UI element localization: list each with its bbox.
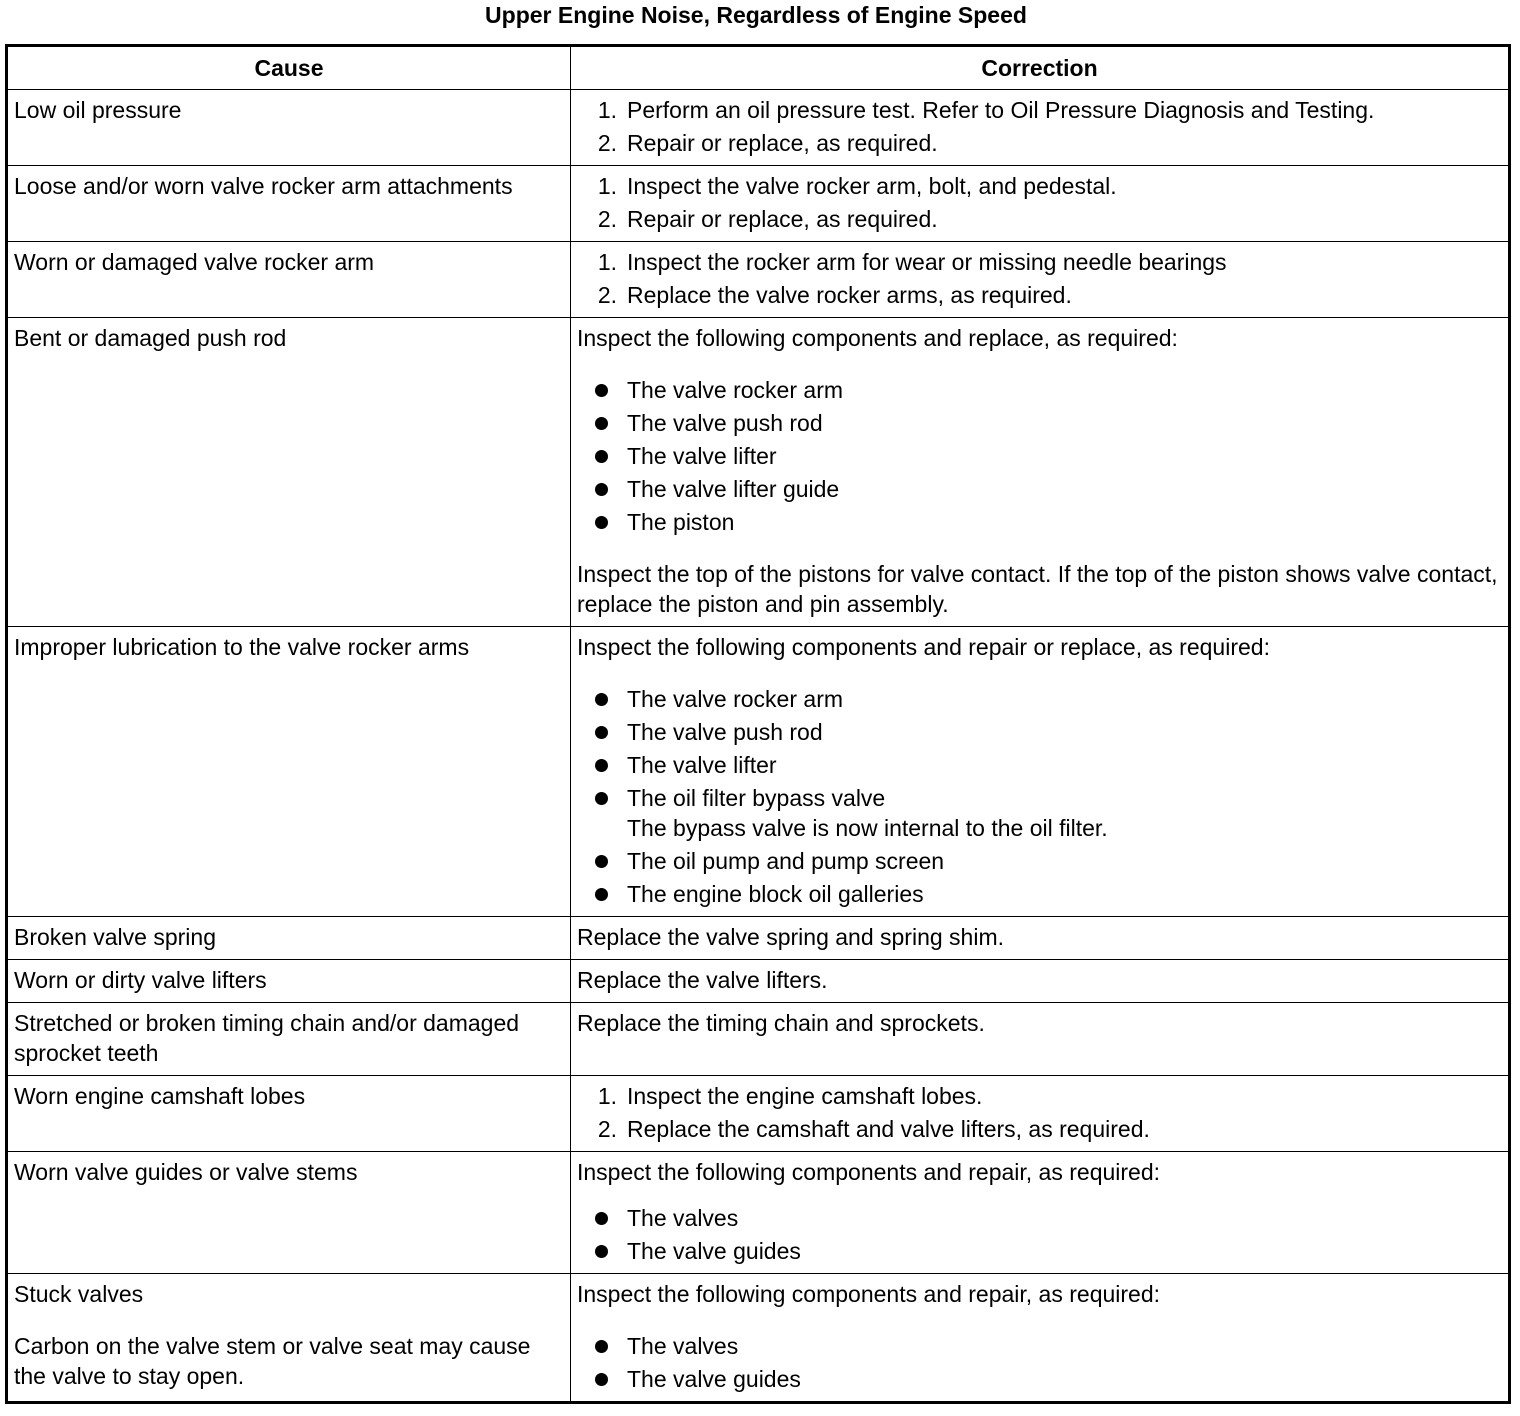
correction-intro: Inspect the following components and repair, as required: <box>577 1281 1161 1307</box>
list-item <box>577 507 1502 537</box>
cause-cell: Loose and/or worn valve rocker arm attachments <box>7 166 571 242</box>
list-item <box>577 474 1502 504</box>
correction-column-header: Correction <box>571 46 1510 90</box>
bullet-icon <box>577 1364 627 1394</box>
table-row <box>7 917 1510 960</box>
list-item-text: The oil filter bypass valve <box>627 785 886 811</box>
cause-cell: Low oil pressure <box>7 90 571 166</box>
correction-intro: Inspect the following components and replace, as required: <box>577 325 1178 351</box>
table-header-row <box>7 46 1510 90</box>
correction-cell <box>571 318 1510 627</box>
numbered-steps <box>577 1081 1502 1144</box>
list-item-text: The valve push rod <box>627 410 823 436</box>
cause-cell: Worn or damaged valve rocker arm <box>7 242 571 318</box>
list-item <box>577 879 1502 909</box>
bullet-icon <box>577 1236 627 1266</box>
table-row <box>7 1152 1510 1274</box>
correction-cell <box>571 166 1510 242</box>
list-item-text: The valve guides <box>627 1238 801 1264</box>
step-number: 2. <box>597 282 617 308</box>
list-item-text: The valve lifter guide <box>627 476 840 502</box>
cause-cell: Worn engine camshaft lobes <box>7 1076 571 1152</box>
step-number: 2. <box>597 130 617 156</box>
correction-cell <box>571 1152 1510 1274</box>
table-row <box>7 1274 1510 1403</box>
correction-cell: Replace the valve lifters. <box>571 960 1510 1003</box>
numbered-steps <box>577 247 1502 310</box>
cause-cell: Bent or damaged push rod <box>7 318 571 627</box>
cause-cell: Improper lubrication to the valve rocker arms <box>7 627 571 917</box>
page-title: Upper Engine Noise, Regardless of Engine Speed <box>485 2 1027 28</box>
step-item <box>577 128 1502 158</box>
step-text: Inspect the valve rocker arm, bolt, and pedestal. <box>627 173 1117 199</box>
correction-cell <box>571 1274 1510 1403</box>
component-list <box>577 375 1502 537</box>
step-number: 1. <box>597 1083 617 1109</box>
list-item <box>577 717 1502 747</box>
step-text: Inspect the rocker arm for wear or missing needle bearings <box>627 249 1227 275</box>
component-list <box>577 1203 1502 1266</box>
list-item-text: The valve guides <box>627 1366 801 1392</box>
list-item-text: The valve rocker arm <box>627 686 844 712</box>
table-row <box>7 318 1510 627</box>
step-item <box>577 95 1502 125</box>
bullet-icon <box>577 507 627 537</box>
step-number: 1. <box>597 173 617 199</box>
correction-cell <box>571 242 1510 318</box>
bullet-icon <box>577 684 627 714</box>
list-item-text: The piston <box>627 509 735 535</box>
correction-cell: Replace the timing chain and sprockets. <box>571 1003 1510 1076</box>
bullet-icon <box>577 717 627 747</box>
correction-intro: Inspect the following components and repair or replace, as required: <box>577 634 1270 660</box>
cause-cell: Broken valve spring <box>7 917 571 960</box>
cause-text: Stuck valves <box>14 1281 144 1307</box>
numbered-steps <box>577 95 1502 158</box>
step-item <box>577 1081 1502 1111</box>
table-row <box>7 1003 1510 1076</box>
step-text: Perform an oil pressure test. Refer to Oil Pressure Diagnosis and Testing. <box>627 97 1375 123</box>
correction-outro: Inspect the top of the pistons for valve contact. If the top of the piston shows valve contact, replace the piston and pin assembly. <box>577 561 1498 617</box>
bullet-icon <box>577 750 627 780</box>
correction-cell <box>571 90 1510 166</box>
step-text: Replace the valve rocker arms, as required. <box>627 282 1072 308</box>
step-text: Repair or replace, as required. <box>627 206 938 232</box>
bullet-icon <box>577 783 627 843</box>
step-item <box>577 171 1502 201</box>
table-row <box>7 627 1510 917</box>
step-text: Replace the camshaft and valve lifters, as required. <box>627 1116 1150 1142</box>
list-item-text: The valve push rod <box>627 719 823 745</box>
cause-column-header: Cause <box>7 46 571 90</box>
list-item <box>577 783 1502 843</box>
table-row <box>7 1076 1510 1152</box>
list-item-text: The engine block oil galleries <box>627 881 924 907</box>
correction-cell <box>571 1076 1510 1152</box>
list-item-text: The valve rocker arm <box>627 377 844 403</box>
bullet-icon <box>577 441 627 471</box>
correction-cell: Replace the valve spring and spring shim. <box>571 917 1510 960</box>
step-item <box>577 1114 1502 1144</box>
step-number: 2. <box>597 206 617 232</box>
list-item <box>577 1331 1502 1361</box>
list-item <box>577 684 1502 714</box>
step-item <box>577 247 1502 277</box>
list-item <box>577 1364 1502 1394</box>
list-item-text: The valves <box>627 1333 739 1359</box>
cause-cell: Worn or dirty valve lifters <box>7 960 571 1003</box>
step-number: 2. <box>597 1116 617 1142</box>
list-item-note: The bypass valve is now internal to the oil filter. <box>627 815 1108 841</box>
bullet-icon <box>577 879 627 909</box>
cause-cell <box>7 1274 571 1403</box>
step-text: Inspect the engine camshaft lobes. <box>627 1083 983 1109</box>
correction-cell <box>571 627 1510 917</box>
table-row <box>7 242 1510 318</box>
cause-note: Carbon on the valve stem or valve seat may cause the valve to stay open. <box>14 1333 531 1389</box>
list-item-body <box>627 783 1108 843</box>
correction-intro: Inspect the following components and repair, as required: <box>577 1159 1161 1185</box>
step-item <box>577 204 1502 234</box>
component-list <box>577 1331 1502 1394</box>
component-list <box>577 684 1502 909</box>
list-item-text: The valves <box>627 1205 739 1231</box>
list-item-text: The valve lifter <box>627 443 777 469</box>
list-item <box>577 441 1502 471</box>
list-item <box>577 375 1502 405</box>
list-item <box>577 750 1502 780</box>
bullet-icon <box>577 846 627 876</box>
table-row <box>7 960 1510 1003</box>
list-item <box>577 1236 1502 1266</box>
step-number: 1. <box>597 97 617 123</box>
list-item <box>577 408 1502 438</box>
diagnosis-table <box>5 44 1511 1404</box>
bullet-icon <box>577 1203 627 1233</box>
list-item-text: The valve lifter <box>627 752 777 778</box>
bullet-icon <box>577 474 627 504</box>
list-item <box>577 846 1502 876</box>
table-row <box>7 90 1510 166</box>
step-item <box>577 280 1502 310</box>
bullet-icon <box>577 408 627 438</box>
numbered-steps <box>577 171 1502 234</box>
list-item-text: The oil pump and pump screen <box>627 848 945 874</box>
step-text: Repair or replace, as required. <box>627 130 938 156</box>
step-number: 1. <box>597 249 617 275</box>
bullet-icon <box>577 1331 627 1361</box>
list-item <box>577 1203 1502 1233</box>
cause-cell: Worn valve guides or valve stems <box>7 1152 571 1274</box>
table-row <box>7 166 1510 242</box>
bullet-icon <box>577 375 627 405</box>
cause-cell: Stretched or broken timing chain and/or damaged sprocket teeth <box>7 1003 571 1076</box>
